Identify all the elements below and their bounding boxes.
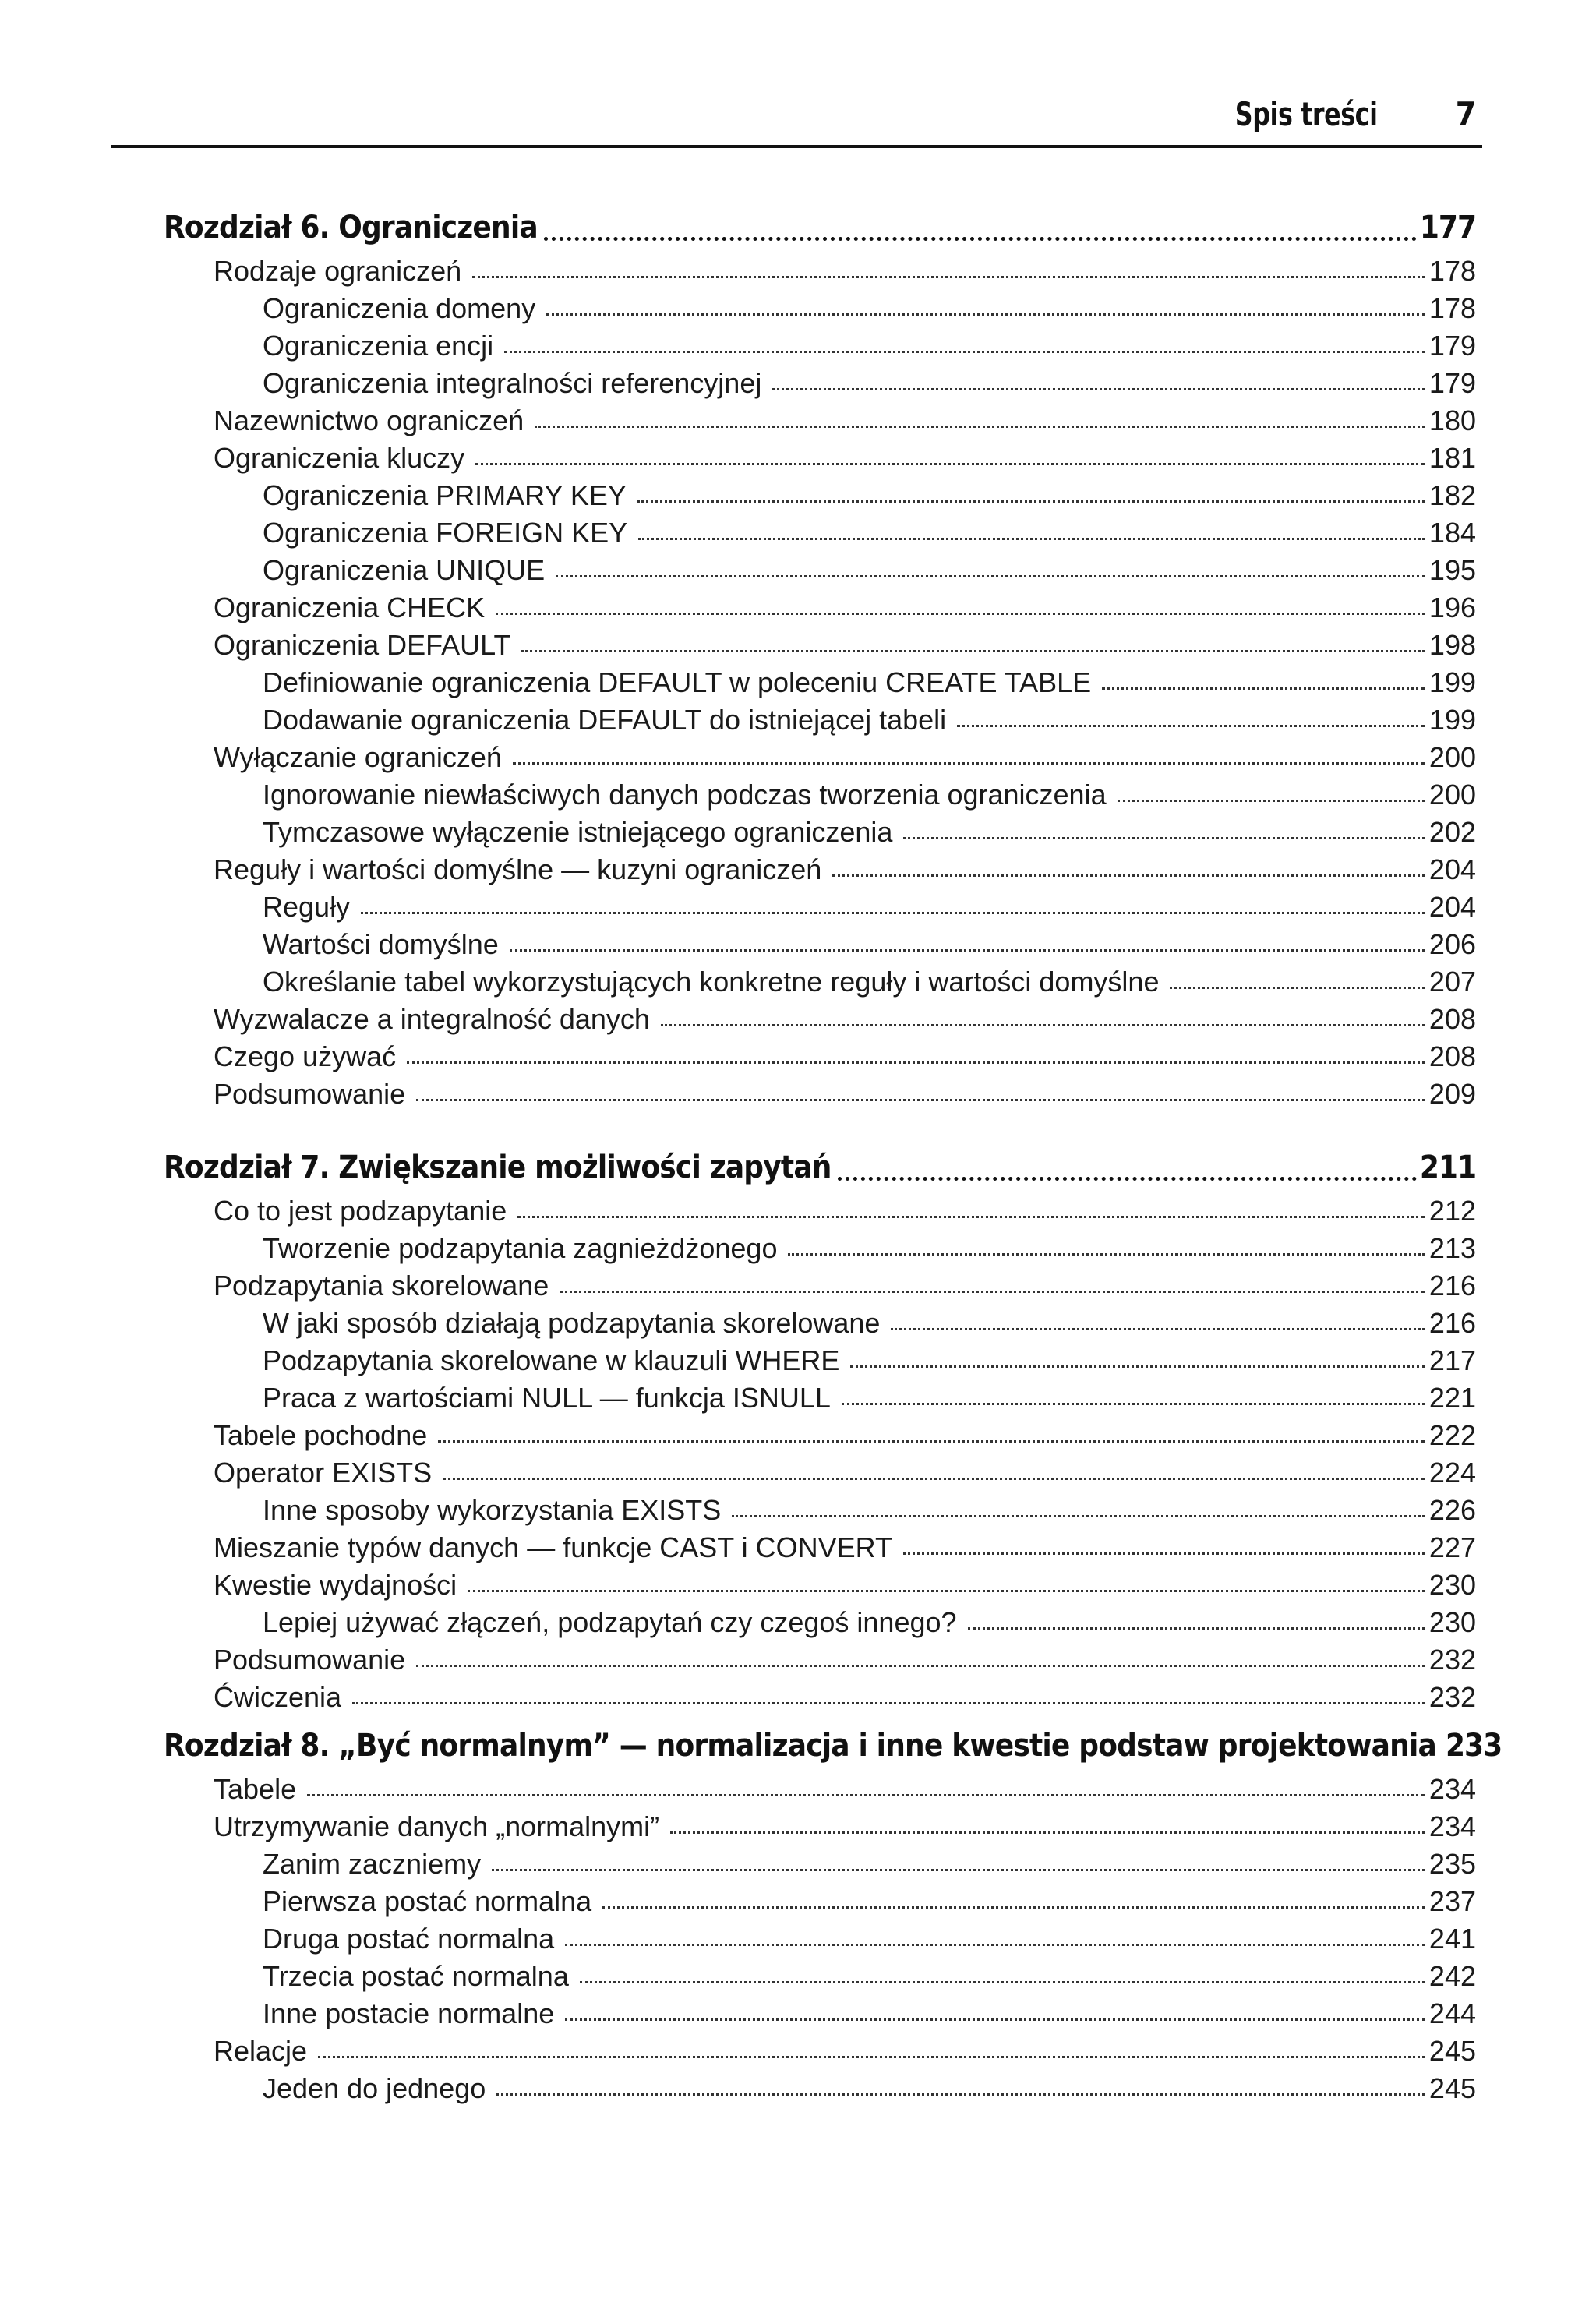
dot-leader — [1170, 986, 1424, 989]
dot-leader — [472, 275, 1425, 278]
toc-entry[interactable] — [164, 926, 1476, 963]
dot-leader — [891, 1327, 1424, 1330]
dot-leader — [637, 500, 1425, 503]
entry-page: 198 — [1428, 629, 1476, 661]
entry-page: 221 — [1428, 1382, 1476, 1414]
entry-page: 204 — [1428, 891, 1476, 923]
entry-page: 181 — [1428, 442, 1476, 474]
entry-page: 245 — [1428, 2035, 1476, 2067]
chapter-page: 177 — [1419, 210, 1476, 245]
entry-title: Inne sposoby wykorzystania EXISTS — [263, 1494, 722, 1526]
dot-leader — [496, 2093, 1425, 2096]
toc-entry[interactable] — [164, 627, 1476, 664]
chapter-title: Rozdział 6. Ograniczenia — [164, 210, 538, 245]
toc-entry[interactable] — [164, 514, 1476, 552]
toc-entry[interactable] — [164, 814, 1476, 851]
dot-leader — [838, 1176, 1417, 1181]
chapter-heading[interactable] — [164, 1721, 1502, 1771]
entry-title: Ograniczenia PRIMARY KEY — [263, 479, 627, 511]
dot-leader — [517, 1215, 1425, 1218]
entry-page: 234 — [1428, 1773, 1476, 1805]
toc-entry[interactable] — [164, 1920, 1476, 1958]
toc-entry[interactable] — [164, 365, 1476, 402]
dot-leader — [903, 1552, 1425, 1555]
dot-leader — [407, 1061, 1425, 1064]
entry-page: 208 — [1428, 1003, 1476, 1035]
dot-leader — [513, 761, 1425, 765]
entry-page: 180 — [1428, 404, 1476, 436]
dot-leader — [307, 1793, 1425, 1796]
entry-page: 245 — [1428, 2072, 1476, 2104]
entry-page: 242 — [1428, 1960, 1476, 1992]
entry-page: 200 — [1428, 779, 1476, 811]
toc-entry[interactable] — [164, 477, 1476, 514]
entry-title: Wyzwalacze a integralność danych — [214, 1003, 650, 1035]
toc-entry[interactable] — [164, 1001, 1476, 1038]
toc-entry[interactable] — [164, 1604, 1476, 1641]
entry-title: Trzecia postać normalna — [263, 1960, 569, 1992]
dot-leader — [968, 1626, 1425, 1630]
dot-leader — [560, 1290, 1425, 1293]
dot-leader — [438, 1439, 1425, 1443]
entry-title: Wartości domyślne — [263, 928, 499, 960]
entry-title: Podsumowanie — [214, 1644, 406, 1676]
dot-leader — [361, 911, 1425, 914]
entry-page: 202 — [1428, 816, 1476, 848]
dot-leader — [1102, 687, 1425, 690]
dot-leader — [475, 462, 1425, 465]
entry-title: Kwestie wydajności — [214, 1569, 457, 1601]
chapter-heading[interactable] — [164, 1143, 1476, 1192]
toc-entry[interactable] — [164, 253, 1476, 290]
toc-entry[interactable] — [164, 1379, 1476, 1417]
entry-title: Definiowanie ograniczenia DEFAULT w poleceniu CREATE TABLE — [263, 666, 1092, 698]
toc-entry[interactable] — [164, 888, 1476, 926]
entry-page: 230 — [1428, 1606, 1476, 1638]
dot-leader — [496, 612, 1425, 615]
dot-leader — [1118, 799, 1425, 802]
toc-entry[interactable] — [164, 1454, 1476, 1492]
dot-leader — [638, 537, 1425, 540]
dot-leader — [416, 1098, 1425, 1101]
dot-leader — [443, 1477, 1425, 1480]
entry-page: 212 — [1428, 1195, 1476, 1227]
dot-leader — [772, 387, 1425, 390]
toc-entry[interactable] — [164, 327, 1476, 365]
chapter-block — [164, 1721, 1502, 2107]
toc-entry[interactable] — [164, 1679, 1476, 1716]
entry-title: Inne postacie normalne — [263, 1997, 555, 2029]
toc-entry[interactable] — [164, 1641, 1476, 1679]
dot-leader — [661, 1023, 1425, 1026]
toc-entry[interactable] — [164, 1038, 1476, 1075]
dot-leader — [535, 425, 1425, 428]
toc-entry[interactable] — [164, 552, 1476, 589]
entry-title: Operator EXISTS — [214, 1457, 433, 1489]
toc-entry[interactable] — [164, 402, 1476, 440]
entry-title: Podsumowanie — [214, 1078, 406, 1110]
dot-leader — [670, 1831, 1425, 1834]
entry-title: Ignorowanie niewłaściwych danych podczas tworzenia ograniczenia — [263, 779, 1107, 811]
entry-title: Nazewnictwo ograniczeń — [214, 404, 524, 436]
dot-leader — [788, 1252, 1424, 1256]
toc-entry[interactable] — [164, 701, 1476, 739]
entry-title: Ograniczenia encji — [263, 330, 494, 362]
entry-page: 227 — [1428, 1531, 1476, 1563]
entry-title: Zanim zaczniemy — [263, 1848, 482, 1880]
toc-entry[interactable] — [164, 851, 1476, 888]
dot-leader — [565, 2018, 1425, 2021]
dot-leader — [510, 948, 1425, 952]
dot-leader — [957, 724, 1425, 727]
chapter-title: Rozdział 7. Zwiększanie możliwości zapytań — [164, 1150, 832, 1185]
entry-page: 204 — [1428, 853, 1476, 885]
entry-title: Tabele pochodne — [214, 1419, 428, 1451]
toc-entry[interactable] — [164, 776, 1476, 814]
dot-leader — [850, 1365, 1425, 1368]
entry-page: 209 — [1428, 1078, 1476, 1110]
dot-leader — [544, 236, 1417, 241]
toc-entry[interactable] — [164, 739, 1476, 776]
toc-entry[interactable] — [164, 963, 1476, 1001]
entry-page: 234 — [1428, 1810, 1476, 1842]
entry-page: 199 — [1428, 704, 1476, 736]
entry-title: Mieszanie typów danych — funkcje CAST i CONVERT — [214, 1531, 892, 1563]
entry-page: 178 — [1428, 292, 1476, 324]
chapter-heading[interactable] — [164, 203, 1476, 253]
dot-leader — [492, 1868, 1425, 1871]
header-title: Spis treści — [1235, 95, 1378, 133]
entry-title: Ograniczenia integralności referencyjnej — [263, 367, 762, 399]
entry-title: Ograniczenia CHECK — [214, 592, 486, 623]
entry-title: Jeden do jednego — [263, 2072, 486, 2104]
entry-title: Ograniczenia FOREIGN KEY — [263, 517, 628, 549]
dot-leader — [521, 649, 1424, 652]
entry-title: Lepiej używać złączeń, podzapytań czy czegoś innego? — [263, 1606, 957, 1638]
entry-page: 200 — [1428, 741, 1476, 773]
toc-entry[interactable] — [164, 1305, 1476, 1342]
chapter-page: 211 — [1419, 1150, 1476, 1185]
entry-page: 226 — [1428, 1494, 1476, 1526]
entry-page: 232 — [1428, 1681, 1476, 1713]
dot-leader — [352, 1701, 1425, 1704]
entry-page: 213 — [1428, 1232, 1476, 1264]
entry-title: Wyłączanie ograniczeń — [214, 741, 502, 773]
toc-entry[interactable] — [164, 1883, 1476, 1920]
entry-page: 206 — [1428, 928, 1476, 960]
entry-page: 207 — [1428, 966, 1476, 998]
entry-page: 178 — [1428, 255, 1476, 287]
toc-entry[interactable] — [164, 2033, 1476, 2070]
entry-title: Pierwsza postać normalna — [263, 1885, 592, 1917]
dot-leader — [556, 574, 1425, 577]
entry-title: Podzapytania skorelowane w klauzuli WHERE — [263, 1344, 840, 1376]
entry-page: 217 — [1428, 1344, 1476, 1376]
entry-title: Ograniczenia domeny — [263, 292, 536, 324]
entry-page: 179 — [1428, 330, 1476, 362]
dot-leader — [832, 874, 1425, 877]
dot-leader — [602, 1905, 1425, 1909]
dot-leader — [732, 1514, 1425, 1517]
entry-page: 195 — [1428, 554, 1476, 586]
chapter-block — [164, 203, 1476, 1113]
toc-entry[interactable] — [164, 1566, 1476, 1604]
entry-title: Druga postać normalna — [263, 1923, 555, 1955]
entry-title: W jaki sposób działają podzapytania skorelowane — [263, 1307, 881, 1339]
toc-entry[interactable] — [164, 1492, 1476, 1529]
entry-page: 216 — [1428, 1307, 1476, 1339]
entry-page: 244 — [1428, 1997, 1476, 2029]
entry-title: Co to jest podzapytanie — [214, 1195, 507, 1227]
entry-page: 182 — [1428, 479, 1476, 511]
entry-title: Reguły i wartości domyślne — kuzyni ograniczeń — [214, 853, 822, 885]
entry-page: 222 — [1428, 1419, 1476, 1451]
toc-entry[interactable] — [164, 1958, 1476, 1995]
dot-leader — [416, 1664, 1425, 1667]
dot-leader — [546, 313, 1425, 316]
entry-title: Utrzymywanie danych „normalnymi” — [214, 1810, 660, 1842]
entry-title: Określanie tabel wykorzystujących konkretne reguły i wartości domyślne — [263, 966, 1160, 998]
toc-entry[interactable] — [164, 1267, 1476, 1305]
entry-page: 199 — [1428, 666, 1476, 698]
toc-entry[interactable] — [164, 589, 1476, 627]
entry-title: Praca z wartościami NULL — funkcja ISNULL — [263, 1382, 831, 1414]
toc-entry[interactable] — [164, 1771, 1476, 1808]
toc-entry[interactable] — [164, 440, 1476, 477]
chapter-title: Rozdział 8. „Być normalnym” — normalizacja i inne kwestie podstaw projektowania — [164, 1728, 1436, 1764]
entry-title: Czego używać — [214, 1040, 397, 1072]
entry-page: 237 — [1428, 1885, 1476, 1917]
dot-leader — [504, 350, 1425, 353]
entry-title: Ćwiczenia — [214, 1681, 342, 1713]
entry-page: 184 — [1428, 517, 1476, 549]
entry-title: Relacje — [214, 2035, 308, 2067]
toc-entry[interactable] — [164, 1845, 1476, 1883]
entry-title: Ograniczenia UNIQUE — [263, 554, 546, 586]
chapter-block — [164, 1143, 1476, 1716]
toc-entry[interactable] — [164, 1995, 1476, 2033]
toc-entry[interactable] — [164, 1529, 1476, 1566]
toc-entry[interactable] — [164, 1192, 1476, 1230]
entry-title: Tabele — [214, 1773, 297, 1805]
entry-page: 179 — [1428, 367, 1476, 399]
toc-entry[interactable] — [164, 1808, 1476, 1845]
header-page-number: 7 — [1455, 95, 1476, 133]
entry-page: 208 — [1428, 1040, 1476, 1072]
toc-entry[interactable] — [164, 1342, 1476, 1379]
entry-title: Rodzaje ograniczeń — [214, 255, 462, 287]
toc-entry[interactable] — [164, 1417, 1476, 1454]
toc-entry[interactable] — [164, 664, 1476, 701]
dot-leader — [468, 1589, 1425, 1592]
toc-entry[interactable] — [164, 2070, 1476, 2107]
entry-page: 235 — [1428, 1848, 1476, 1880]
page-header — [111, 92, 1482, 148]
dot-leader — [580, 1980, 1425, 1983]
entry-title: Podzapytania skorelowane — [214, 1270, 549, 1302]
chapter-page: 233 — [1445, 1728, 1502, 1764]
dot-leader — [318, 2055, 1425, 2058]
entry-page: 216 — [1428, 1270, 1476, 1302]
entry-page: 196 — [1428, 592, 1476, 623]
entry-title: Tworzenie podzapytania zagnieżdżonego — [263, 1232, 778, 1264]
entry-title: Tymczasowe wyłączenie istniejącego ograniczenia — [263, 816, 893, 848]
entry-title: Ograniczenia DEFAULT — [214, 629, 511, 661]
entry-title: Dodawanie ograniczenia DEFAULT do istniejącej tabeli — [263, 704, 947, 736]
entry-title: Ograniczenia kluczy — [214, 442, 465, 474]
entry-page: 241 — [1428, 1923, 1476, 1955]
toc-entry[interactable] — [164, 1075, 1476, 1113]
dot-leader — [903, 836, 1425, 839]
dot-leader — [842, 1402, 1425, 1405]
dot-leader — [565, 1943, 1425, 1946]
entry-title: Reguły — [263, 891, 351, 923]
toc-entry[interactable] — [164, 1230, 1476, 1267]
entry-page: 230 — [1428, 1569, 1476, 1601]
toc-entry[interactable] — [164, 290, 1476, 327]
entry-page: 224 — [1428, 1457, 1476, 1489]
entry-page: 232 — [1428, 1644, 1476, 1676]
